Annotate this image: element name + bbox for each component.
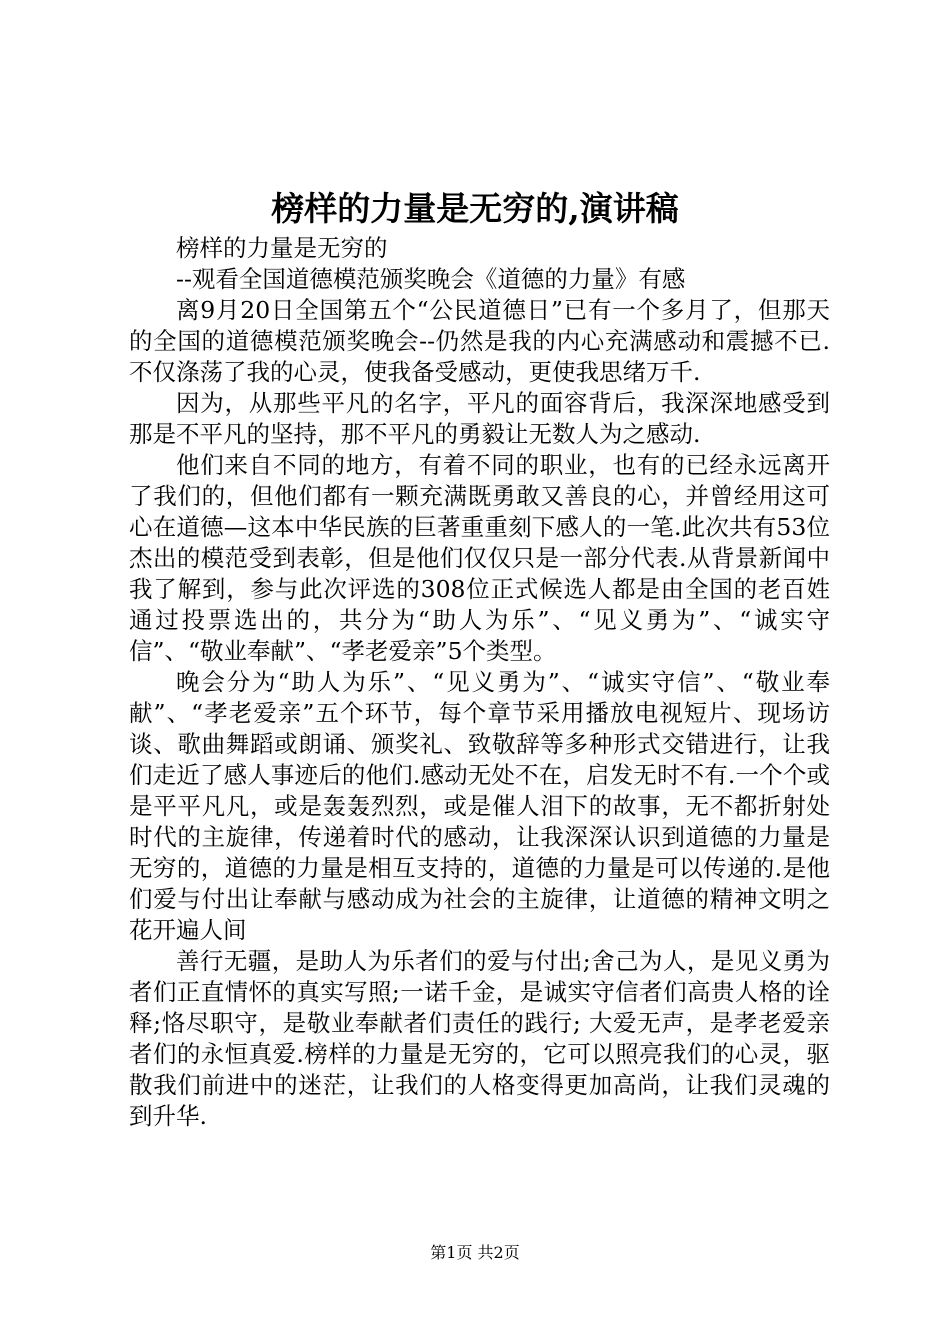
document-body [129,233,830,1132]
body-paragraph: 他们来自不同的地方，有着不同的职业，也有的已经永远离开了我们的，但他们都有一颗充满既勇敢又善良的心，并曾经用这可心在道德—这本中华民族的巨著重重刻下感人的一笔.此次共有53位杰出的模范受到表彰，但是他们仅仅只是一部分代表.从背景新闻中我了解到，参与此次评选的308位正式候选人都是由全国的老百姓通过投票选出的，共分为“助人为乐”、“见义勇为”、“诚实守信”、“敬业奉献”、“孝老爱亲”5个类型。 [129,451,830,665]
subtitle-line: --观看全国道德模范颁奖晚会《道德的力量》有感 [176,265,686,293]
body-paragraph: 善行无疆，是助人为乐者们的爱与付出;舍己为人，是见义勇为者们正直情怀的真实写照;一诺千金，是诚实守信者们高贵人格的诠释;恪尽职守，是敬业奉献者们责任的践行; 大爱无声，是孝老爱亲者们的永恒真爱.榜样的力量是无穷的，它可以照亮我们的心灵，驱散我们前进中的迷茫，让我们的人格变得更加高尚，让我们灵魂的到升华. [129,947,830,1130]
body-paragraph: 晚会分为“助人为乐”、“见义勇为”、“诚实守信”、“敬业奉献”、“孝老爱亲”五个环节，每个章节采用播放电视短片、现场访谈、歌曲舞蹈或朗诵、颁奖礼、致敬辞等多种形式交错进行，让我们走近了感人事迹后的他们.感动无处不在，启发无时不有.一个个或是平平凡凡，或是轰轰烈烈，或是催人泪下的故事，无不都折射处时代的主旋律，传递着时代的感动，让我深深认识到道德的力量是无穷的，道德的力量是相互支持的，道德的力量是可以传递的.是他们爱与付出让奉献与感动成为社会的主旋律，让道德的精神文明之花开遍人间 [129,668,830,944]
body-paragraph: 因为，从那些平凡的名字，平凡的面容背后，我深深地感受到那是不平凡的坚持，那不平凡的勇毅让无数人为之感动. [129,389,830,448]
document-title: 榜样的力量是无穷的,演讲稿 [271,189,679,228]
subtitle-line: 榜样的力量是无穷的 [176,234,388,262]
body-paragraph: 离9月20日全国第五个“公民道德日”已有一个多月了，但那天的全国的道德模范颁奖晚会--仍然是我的内心充满感动和震撼不已.不仅涤荡了我的心灵，使我备受感动，更使我思绪万千. [129,296,830,386]
page-number-footer: 第1页 共2页 [430,1243,520,1262]
